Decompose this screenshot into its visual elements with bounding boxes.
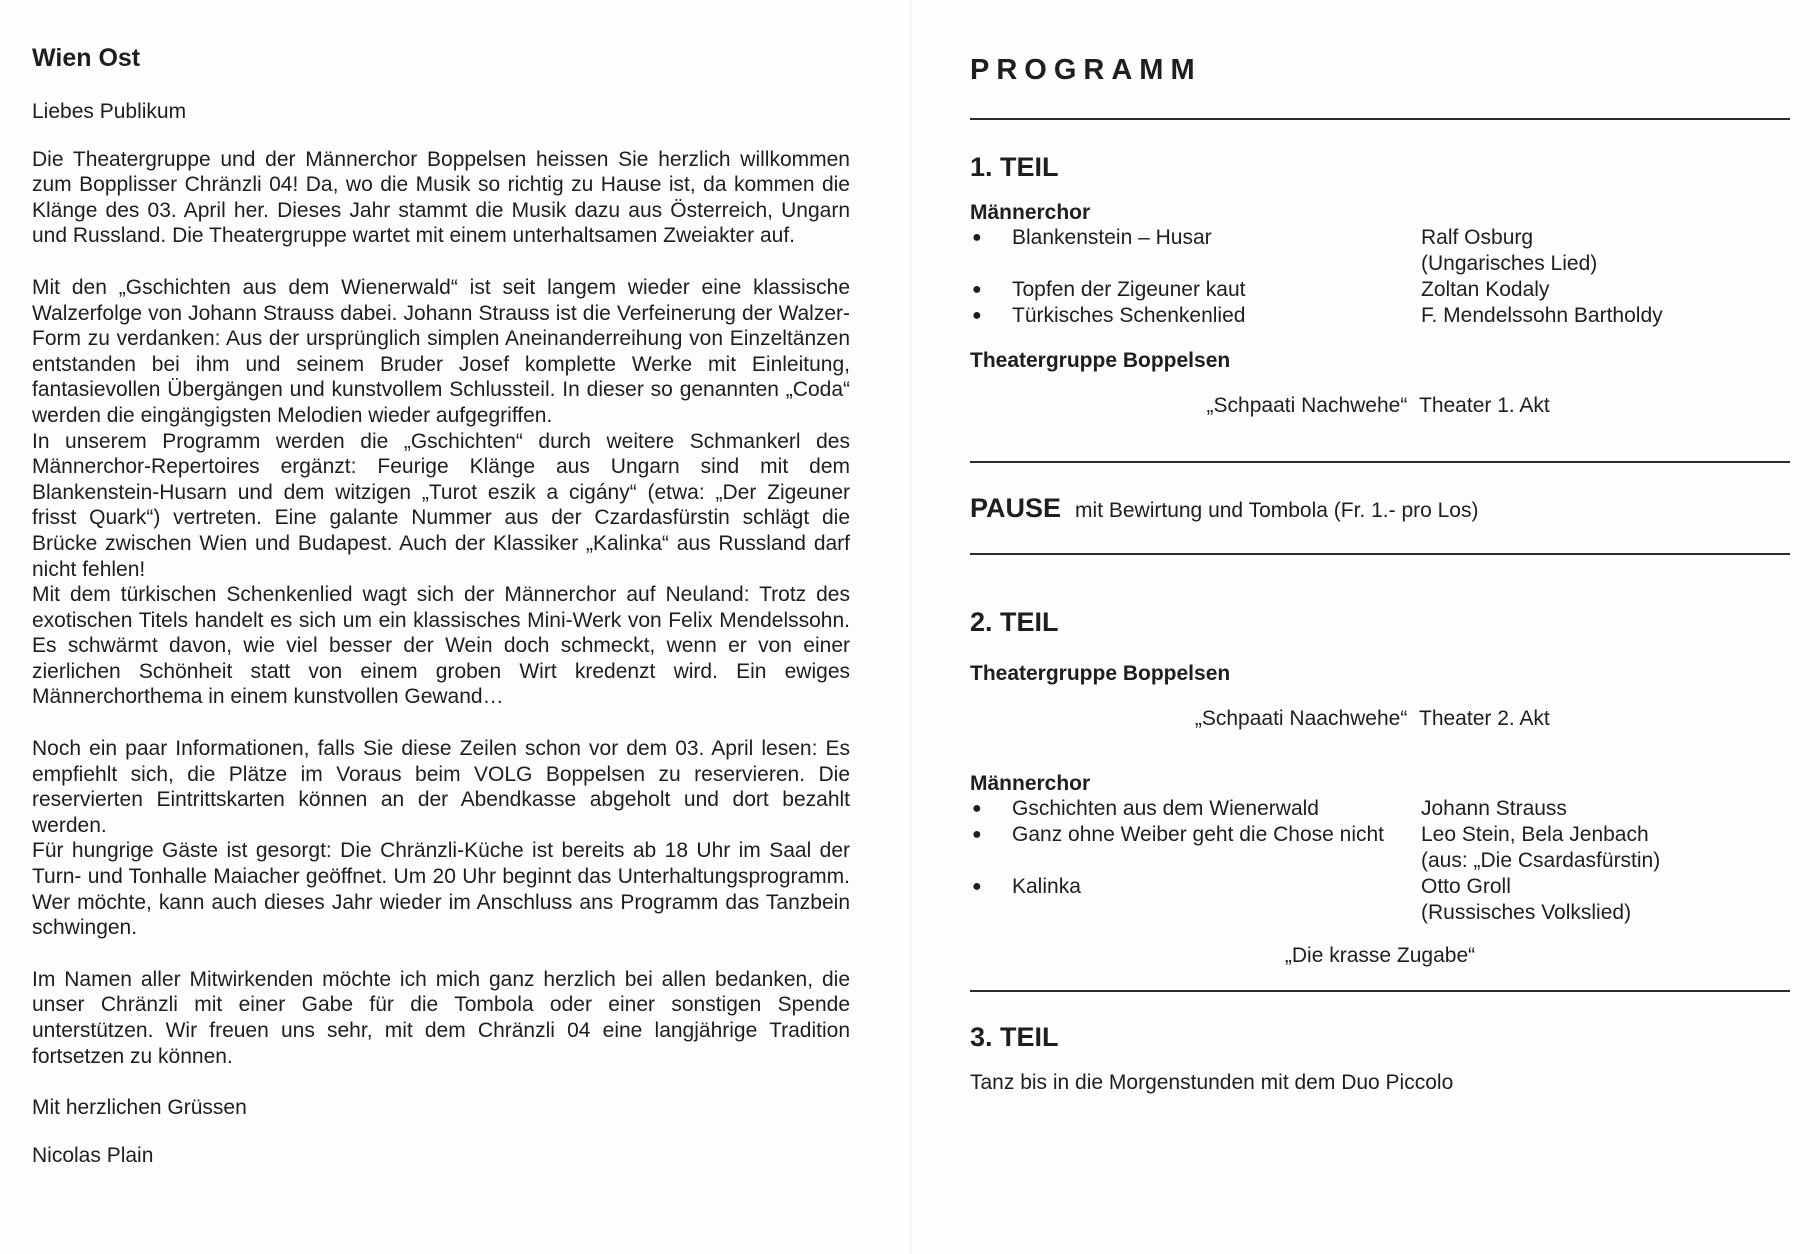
theater-act: Theater 1. Akt <box>1419 394 1550 417</box>
letter-paragraph: Mit dem türkischen Schenkenlied wagt sich der Männerchor auf Neuland: Trotz des exotischen Titels handelt es sich um ein klassisches Mini-Werk von Felix Mendelssohn. Es schwärmt davon, wie viel besser der Wein doch schmeckt, wenn er von einer zierlichen Schönheit statt von einem groben Wirt kredenzt wird. Ein ewiges Männerchorthema in einem kunstvollen Gewand… <box>32 583 850 709</box>
composer-name: Johann Strauss <box>1421 797 1567 820</box>
theater-act: Theater 2. Akt <box>1419 707 1550 730</box>
list-item <box>970 277 1790 303</box>
theater-act-row <box>970 706 1790 732</box>
letter-closing: Mit herzlichen Grüssen <box>32 1096 247 1120</box>
part-2-heading: 2. TEIL <box>970 607 1059 637</box>
letter-paragraph: Mit den „Gschichten aus dem Wienerwald“ ist seit langem wieder eine klassische Walzerfolge von Johann Strauss dabei. Johann Strauss ist die Verfeinerung der Walzer-Form zu verdanken: Aus der ursprünglich simplen Aneinanderreihung von Einzeltänzen entstanden bei ihm und seinem Bruder Josef komplette Werke mit Einleitung, fantasievollen Übergängen und kunstvollem Schlussteil. In dieser so genannten „Coda“ werden die eingängigsten Melodien wieder aufgegriffen. <box>32 275 850 427</box>
letter-title: Wien Ost <box>32 44 141 72</box>
piece-title: Gschichten aus dem Wienerwald <box>1012 797 1319 820</box>
letter-paragraph: Für hungrige Gäste ist gesorgt: Die Chränzli-Küche ist bereits ab 18 Uhr im Saal der Turn- und Tonhalle Maiacher geöffnet. Um 20 Uhr beginnt das Unterhaltungsprogramm. Wer möchte, kann auch dieses Jahr wieder im Anschluss ans Programm das Tanzbein schwingen. <box>32 839 850 940</box>
composer-name: Otto Groll (Russisches Volkslied) <box>1421 875 1632 924</box>
bullet-icon: ● <box>972 826 982 843</box>
piece-title: Türkisches Schenkenlied <box>1012 304 1246 327</box>
part-3-heading: 3. TEIL <box>970 1022 1059 1052</box>
pause-label: PAUSE <box>970 493 1062 523</box>
choir-heading: Männerchor <box>970 201 1091 224</box>
page-fold <box>910 0 911 1254</box>
list-item <box>970 225 1790 277</box>
letter-paragraph: Im Namen aller Mitwirkenden möchte ich mich ganz herzlich bei allen bedanken, die unser Chränzli mit einer Gabe für die Tombola oder einer sonstigen Spende unterstützen. Wir freuen uns sehr, mit dem Chränzli 04 eine langjährige Tradition fortsetzen zu können. <box>32 967 850 1068</box>
bullet-icon: ● <box>972 307 982 324</box>
piece-title: Topfen der Zigeuner kaut <box>1012 278 1246 301</box>
letter-column <box>32 44 850 1168</box>
letter-greeting: Liebes Publikum <box>32 100 187 123</box>
composer-name: Ralf Osburg (Ungarisches Lied) <box>1421 226 1598 275</box>
composer-name: Leo Stein, Bela Jenbach (aus: „Die Csardasfürstin) <box>1421 823 1661 872</box>
program-column <box>970 54 1790 1095</box>
bullet-icon: ● <box>972 281 982 298</box>
pause-text: mit Bewirtung und Tombola (Fr. 1.- pro Los) <box>1075 499 1479 522</box>
theater-piece: „Schpaati Naachwehe“ <box>1194 707 1408 730</box>
letter-paragraph: In unserem Programm werden die „Gschichten“ durch weitere Schmankerl des Männerchor-Repertoires ergänzt: Feurige Klänge aus Ungarn sind mit dem Blankenstein-Husarn und dem witzigen „Turot eszik a cigány“ (etwa: „Der Zigeuner frisst Quark“) vertreten. Eine galante Nummer aus der Czardasfürstin schlägt die Brücke zwischen Wien und Budapest. Auch der Klassiker „Kalinka“ aus Russland darf nicht fehlen! <box>32 429 850 581</box>
bullet-icon: ● <box>972 800 982 817</box>
composer-name: F. Mendelssohn Bartholdy <box>1421 304 1663 327</box>
composer-name: Zoltan Kodaly <box>1421 278 1550 301</box>
theater-heading: Theatergruppe Boppelsen <box>970 349 1231 372</box>
theater-piece: „Schpaati Nachwehe“ <box>1206 394 1408 417</box>
list-item <box>970 303 1790 329</box>
list-item <box>970 822 1790 874</box>
list-item <box>970 796 1790 822</box>
bullet-icon: ● <box>972 878 982 895</box>
part-3-text: Tanz bis in die Morgenstunden mit dem Duo Piccolo <box>970 1071 1454 1094</box>
theater-act-row <box>970 393 1790 419</box>
pause-row <box>970 493 1790 524</box>
program-title: PROGRAMM <box>970 54 1202 86</box>
list-item <box>970 874 1790 926</box>
theater-heading: Theatergruppe Boppelsen <box>970 662 1231 685</box>
encore-line: „Die krasse Zugabe“ <box>1284 944 1476 967</box>
piece-title: Ganz ohne Weiber geht die Chose nicht <box>1012 823 1385 846</box>
bullet-icon: ● <box>972 229 982 246</box>
choir-heading: Männerchor <box>970 772 1091 795</box>
letter-paragraph: Noch ein paar Informationen, falls Sie diese Zeilen schon vor dem 03. April lesen: Es empfiehlt sich, die Plätze im Voraus beim VOLG Boppelsen zu reservieren. Die reservierten Eintrittskarten können an der Abendkasse abgeholt und dort bezahlt werden. <box>32 737 850 837</box>
piece-title: Kalinka <box>1012 875 1081 898</box>
letter-paragraph: Die Theatergruppe und der Männerchor Boppelsen heissen Sie herzlich willkommen zum Bopplisser Chränzli 04! Da, wo die Musik so richtig zu Hause ist, da kommen die Klänge des 03. April her. Dieses Jahr stammt die Musik dazu aus Österreich, Ungarn und Russland. Die Theatergruppe wartet mit einem unterhaltsamen Zweiakter auf. <box>32 147 850 248</box>
part-1-heading: 1. TEIL <box>970 152 1059 182</box>
letter-signature: Nicolas Plain <box>32 1143 154 1167</box>
piece-title: Blankenstein – Husar <box>1012 226 1212 249</box>
